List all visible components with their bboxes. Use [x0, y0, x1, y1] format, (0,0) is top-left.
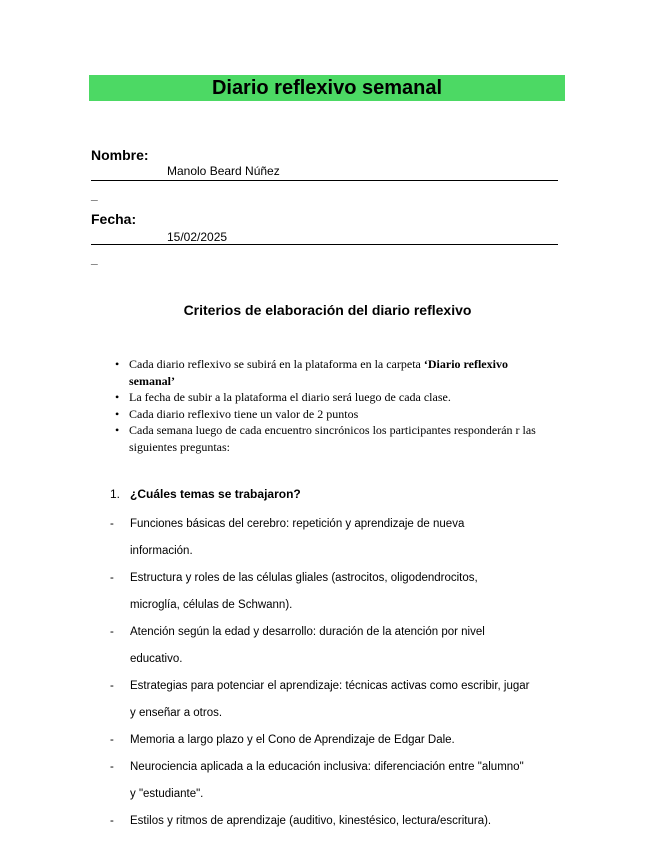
list-item	[110, 356, 550, 389]
list-item	[110, 389, 550, 406]
list-item	[110, 406, 550, 423]
dash-marker: -	[110, 734, 114, 746]
criteria-item-text: Cada diario reflexivo se subirá en la plataforma en la carpeta	[129, 357, 424, 371]
page-title: Diario reflexivo semanal	[89, 75, 565, 101]
bullet-icon: •	[115, 390, 120, 404]
dash-marker: -	[110, 815, 114, 827]
fecha-value: 15/02/2025	[167, 230, 228, 244]
topic-text: Funciones básicas del cerebro: repetición y aprendizaje de nueva información.	[130, 518, 465, 557]
topic-text: Memoria a largo plazo y el Cono de Aprendizaje de Edgar Dale.	[130, 734, 455, 746]
fecha-dash: _	[91, 252, 98, 266]
topic-text: Neurociencia aplicada a la educación inclusiva: diferenciación entre "alumno" y "estudiante".	[130, 761, 524, 800]
bullet-icon: •	[115, 423, 120, 437]
criteria-item-text: La fecha de subir a la plataforma el diario será luego de cada clase.	[129, 390, 451, 404]
criteria-item-text: Cada semana luego de cada encuentro sincrónicos los participantes responderán r las siguientes preguntas:	[129, 423, 536, 454]
dash-marker: -	[110, 680, 114, 692]
bullet-icon: •	[115, 357, 120, 371]
list-item	[110, 565, 530, 619]
question-text: ¿Cuáles temas se trabajaron?	[130, 487, 301, 501]
criteria-list	[110, 356, 550, 455]
dash-marker: -	[110, 626, 114, 638]
criteria-heading: Criterios de elaboración del diario reflexivo	[183, 302, 472, 318]
list-item	[110, 673, 530, 727]
nombre-label: Nombre:	[91, 147, 149, 163]
topic-text: Estructura y roles de las células gliales (astrocitos, oligodendrocitos, microglía, células de Schwann).	[130, 572, 478, 611]
nombre-dash: _	[91, 188, 98, 202]
topic-text: Estilos y ritmos de aprendizaje (auditivo, kinestésico, lectura/escritura).	[130, 815, 492, 827]
topic-text: Estrategias para potenciar el aprendizaje: técnicas activas como escribir, jugar y enseñar a otros.	[130, 680, 530, 719]
nombre-underline	[91, 180, 558, 181]
dash-marker: -	[110, 518, 114, 530]
topics-list	[110, 511, 530, 835]
list-item	[110, 727, 530, 754]
list-item	[110, 754, 530, 808]
topic-text: Atención según la edad y desarrollo: duración de la atención por nivel educativo.	[130, 626, 485, 665]
list-item	[110, 808, 530, 835]
bullet-icon: •	[115, 406, 120, 421]
fecha-label: Fecha:	[91, 211, 137, 227]
dash-marker: -	[110, 572, 114, 584]
list-item	[110, 619, 530, 673]
criteria-item-text: Cada diario reflexivo tiene un valor de 2 puntos	[129, 406, 359, 421]
nombre-value: Manolo Beard Núñez	[167, 164, 280, 178]
fecha-underline	[91, 244, 558, 245]
criteria-item-bold: ‘Diario reflexivo semanal’	[129, 357, 508, 388]
list-item	[110, 422, 550, 455]
list-item	[110, 511, 530, 565]
question-number: 1.	[110, 487, 121, 501]
dash-marker: -	[110, 761, 114, 773]
